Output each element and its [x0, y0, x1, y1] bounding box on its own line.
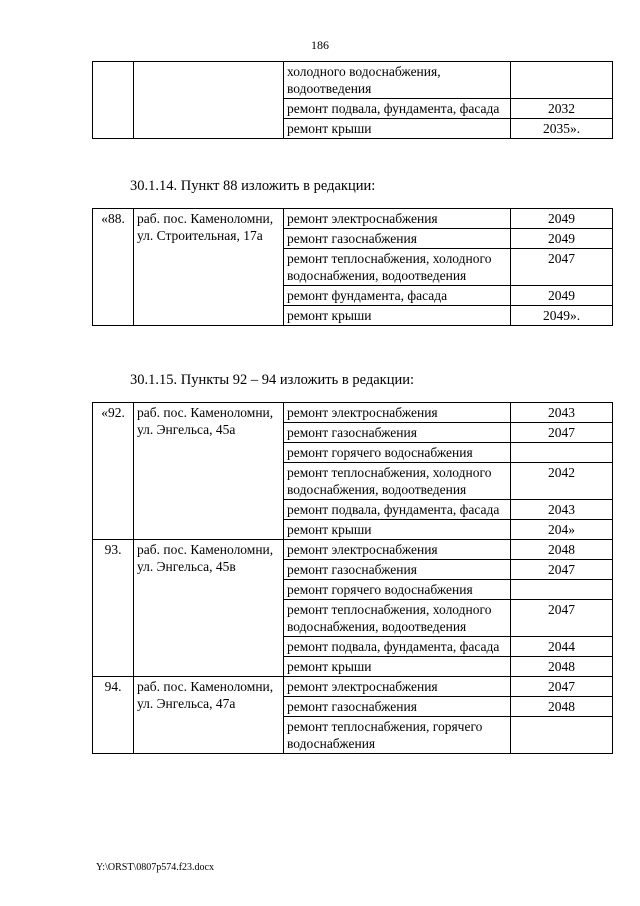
paragraph-items-92-94: 30.1.15. Пункты 92 – 94 изложить в редакции:	[130, 372, 415, 388]
table-item-88	[92, 208, 613, 326]
year-cell: 2042	[511, 463, 613, 500]
year-cell: 2035».	[511, 119, 613, 139]
year-cell: 2032	[511, 99, 613, 119]
number-cell: 93.	[93, 540, 134, 677]
work-cell: ремонт фундамента, фасада	[284, 286, 511, 306]
work-cell: ремонт газоснабжения	[284, 423, 511, 443]
year-cell	[511, 443, 613, 463]
number-cell: 94.	[93, 677, 134, 754]
work-cell: ремонт теплоснабжения, холодного водоснабжения, водоотведения	[284, 249, 511, 286]
year-cell: 2049	[511, 286, 613, 306]
work-cell: ремонт электроснабжения	[284, 677, 511, 697]
work-cell: ремонт горячего водоснабжения	[284, 580, 511, 600]
table-row	[93, 209, 613, 229]
year-cell	[511, 580, 613, 600]
work-cell: ремонт теплоснабжения, горячего водоснабжения	[284, 717, 511, 754]
work-cell: ремонт крыши	[284, 119, 511, 139]
work-cell: ремонт электроснабжения	[284, 403, 511, 423]
year-cell: 2049	[511, 229, 613, 249]
work-cell: ремонт подвала, фундамента, фасада	[284, 99, 511, 119]
work-cell: ремонт теплоснабжения, холодного водоснабжения, водоотведения	[284, 600, 511, 637]
year-cell: 2048	[511, 697, 613, 717]
work-cell: ремонт подвала, фундамента, фасада	[284, 500, 511, 520]
year-cell	[511, 717, 613, 754]
work-cell: ремонт крыши	[284, 657, 511, 677]
address-cell: раб. пос. Каменоломни, ул. Строительная, 17а	[134, 209, 284, 326]
work-cell: ремонт электроснабжения	[284, 209, 511, 229]
year-cell: 2044	[511, 637, 613, 657]
address-cell: раб. пос. Каменоломни, ул. Энгельса, 45в	[134, 540, 284, 677]
work-cell: ремонт электроснабжения	[284, 540, 511, 560]
number-cell	[93, 62, 134, 139]
footer-file-path: Y:\ORST\0807p574.f23.docx	[96, 862, 214, 873]
work-cell: ремонт газоснабжения	[284, 697, 511, 717]
year-cell: 2048	[511, 540, 613, 560]
year-cell: 2049	[511, 209, 613, 229]
page-number: 186	[311, 38, 329, 52]
year-cell: 2048	[511, 657, 613, 677]
year-cell: 204»	[511, 520, 613, 540]
address-cell: раб. пос. Каменоломни, ул. Энгельса, 45а	[134, 403, 284, 540]
work-cell: ремонт крыши	[284, 520, 511, 540]
address-cell: раб. пос. Каменоломни, ул. Энгельса, 47а	[134, 677, 284, 754]
work-cell: ремонт подвала, фундамента, фасада	[284, 637, 511, 657]
number-cell: «88.	[93, 209, 134, 326]
year-cell: 2047	[511, 560, 613, 580]
table-items-92-94	[92, 402, 613, 754]
year-cell: 2047	[511, 600, 613, 637]
year-cell: 2043	[511, 500, 613, 520]
number-cell: «92.	[93, 403, 134, 540]
year-cell: 2043	[511, 403, 613, 423]
year-cell: 2049».	[511, 306, 613, 326]
table-row	[93, 677, 613, 697]
table-row	[93, 540, 613, 560]
year-cell: 2047	[511, 677, 613, 697]
work-cell: ремонт газоснабжения	[284, 560, 511, 580]
year-cell: 2047	[511, 249, 613, 286]
work-cell: ремонт горячего водоснабжения	[284, 443, 511, 463]
work-cell: ремонт газоснабжения	[284, 229, 511, 249]
paragraph-item-88: 30.1.14. Пункт 88 изложить в редакции:	[130, 178, 376, 194]
work-cell: холодного водоснабжения, водоотведения	[284, 62, 511, 99]
table-row	[93, 62, 613, 99]
work-cell: ремонт крыши	[284, 306, 511, 326]
address-cell	[134, 62, 284, 139]
year-cell: 2047	[511, 423, 613, 443]
year-cell	[511, 62, 613, 99]
work-cell: ремонт теплоснабжения, холодного водоснабжения, водоотведения	[284, 463, 511, 500]
table-row	[93, 403, 613, 423]
table-continuation	[92, 61, 613, 139]
